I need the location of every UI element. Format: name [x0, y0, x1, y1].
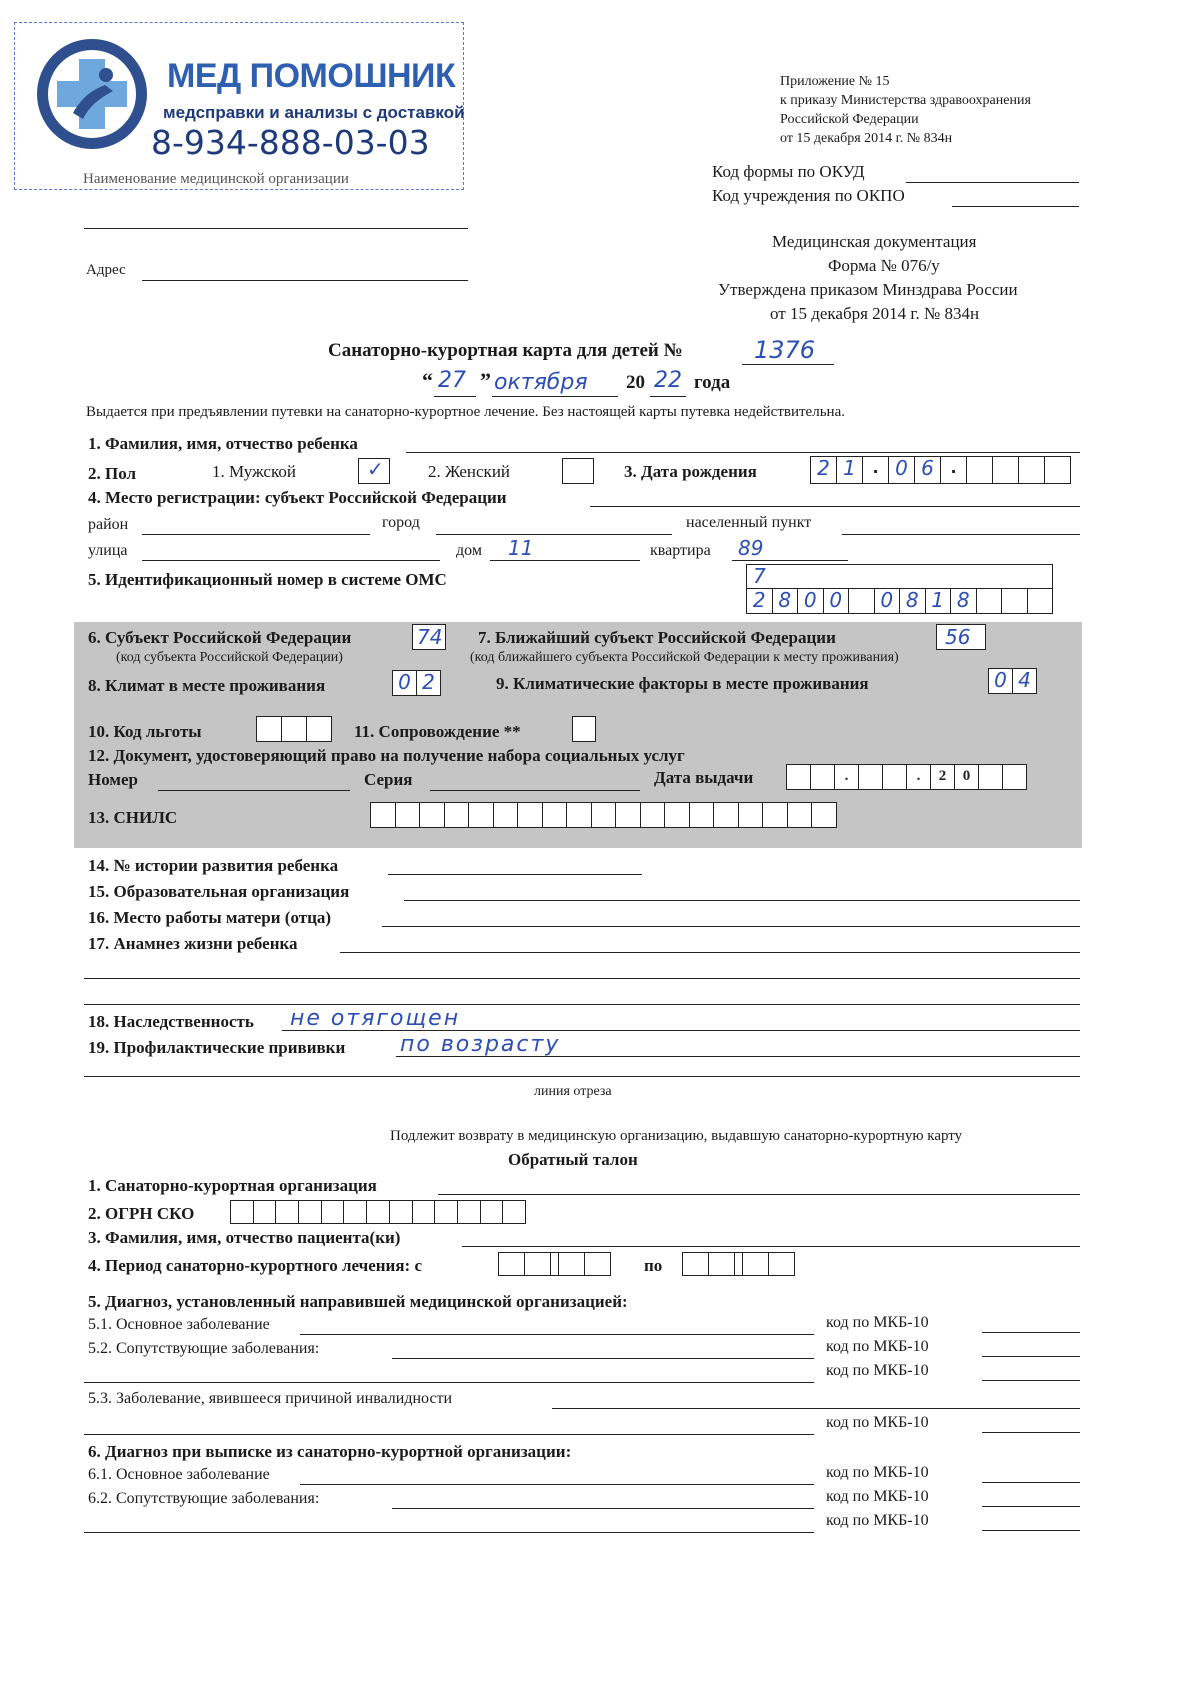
dom-field[interactable]	[490, 560, 640, 561]
ulitsa-field[interactable]	[142, 560, 440, 561]
period-from-cells[interactable]	[498, 1252, 611, 1276]
f17-field-line-3[interactable]	[84, 1004, 1080, 1005]
issue-date-cell	[1003, 765, 1027, 789]
period-from-cell	[525, 1253, 551, 1275]
f7-value: 56	[945, 625, 971, 649]
f8-cell: 2	[417, 671, 441, 695]
issue-date-label: Дата выдачи	[654, 768, 754, 787]
period-from-cell	[559, 1253, 585, 1275]
ogrn-cell	[344, 1201, 367, 1223]
t61-mkb-field[interactable]	[982, 1482, 1080, 1483]
snils-cell	[420, 803, 445, 827]
period-to-label: по	[644, 1256, 663, 1275]
t3-label: 3. Фамилия, имя, отчество пациента(ки)	[88, 1228, 401, 1247]
male-checkbox[interactable]	[358, 458, 390, 484]
approved-label: Утверждена приказом Минздрава России	[718, 280, 1018, 299]
t52-mkb-field-2[interactable]	[982, 1380, 1080, 1381]
date-quote-close: ”	[480, 368, 491, 393]
t61-mkb-label: код по МКБ-10	[826, 1464, 929, 1481]
male-label: 1. Мужской	[212, 462, 296, 481]
year-line	[650, 396, 686, 397]
f14-label: 14. № истории развития ребенка	[88, 856, 339, 875]
oms-cell: 0	[875, 589, 901, 613]
oms-cell	[977, 589, 1003, 613]
child-name-field[interactable]	[406, 452, 1080, 453]
t62-field-line-2[interactable]	[84, 1532, 814, 1533]
rayon-label: район	[88, 516, 129, 533]
snils-cell	[396, 803, 421, 827]
np-field[interactable]	[842, 534, 1080, 535]
birth-cell: 1	[837, 457, 863, 483]
birth-cell: 2	[811, 457, 837, 483]
t62-mkb-field[interactable]	[982, 1506, 1080, 1507]
t4-label: 4. Период санаторно-курортного лечения: с	[88, 1256, 422, 1275]
f5-label: 5. Идентификационный номер в системе ОМС	[88, 570, 447, 589]
appendix-line-2: к приказу Министерства здравоохранения	[780, 93, 1031, 108]
period-to-cells[interactable]	[682, 1252, 795, 1276]
oms-cell	[849, 589, 875, 613]
t1-field[interactable]	[438, 1194, 1080, 1195]
male-check-mark: ✓	[367, 457, 384, 481]
stamp-tagline: медсправки и анализы с доставкой	[163, 103, 465, 122]
t52-mkb-label-2: код по МКБ-10	[826, 1362, 929, 1379]
period-from-cell	[585, 1253, 611, 1275]
f18-value[interactable]: не отягощен	[290, 1006, 461, 1031]
appendix-line-1: Приложение № 15	[780, 74, 890, 89]
f8-cells[interactable]	[392, 670, 441, 696]
birth-cell	[967, 457, 993, 483]
ogrn-cell	[390, 1201, 413, 1223]
f10-label: 10. Код льготы	[88, 722, 202, 741]
date-month[interactable]: октября	[494, 370, 588, 395]
nomer-field[interactable]	[158, 790, 350, 791]
t52-field[interactable]	[392, 1358, 814, 1359]
kv-label: квартира	[650, 542, 711, 559]
f4-label: 4. Место регистрации: субъект Российской Федерации	[88, 488, 507, 507]
f10-cell	[307, 717, 332, 741]
female-label: 2. Женский	[428, 462, 511, 481]
stamp-underlying-text: Наименование медицинской организации	[83, 171, 349, 187]
f19-field-line-2[interactable]	[84, 1076, 1080, 1077]
f16-label: 16. Место работы матери (отца)	[88, 908, 332, 927]
period-to-cell	[735, 1253, 743, 1275]
t51-label: 5.1. Основное заболевание	[88, 1316, 270, 1333]
t53-mkb-label: код по МКБ-10	[826, 1414, 929, 1431]
card-number-line	[742, 364, 834, 365]
issue-date-cell: 2	[931, 765, 955, 789]
snils-cell	[788, 803, 813, 827]
f16-field[interactable]	[382, 926, 1080, 927]
snils-cell	[371, 803, 396, 827]
issue-date-cell	[859, 765, 883, 789]
ogrn-cells[interactable]	[230, 1200, 526, 1224]
birth-cell: 6	[915, 457, 941, 483]
period-from-cell	[499, 1253, 525, 1275]
female-checkbox[interactable]	[562, 458, 594, 484]
f11-label: 11. Сопровождение **	[354, 722, 521, 741]
nomer-label: Номер	[88, 770, 138, 789]
t53-label: 5.3. Заболевание, явившееся причиной инвалидности	[88, 1390, 453, 1407]
f3-label: 3. Дата рождения	[624, 462, 757, 481]
birth-cell: 0	[889, 457, 915, 483]
return-note: Подлежит возврату в медицинскую организацию, выдавшую санаторно-курортную карту	[390, 1128, 963, 1144]
t62-mkb-label-2: код по МКБ-10	[826, 1512, 929, 1529]
f10-cell	[257, 717, 282, 741]
appendix-line-4: от 15 декабря 2014 г. № 834н	[780, 131, 953, 146]
t53-mkb-field[interactable]	[982, 1432, 1080, 1433]
period-from-cell	[551, 1253, 559, 1275]
snils-cell	[665, 803, 690, 827]
f9-label: 9. Климатические факторы в месте проживания	[496, 674, 869, 693]
birth-cell	[1019, 457, 1045, 483]
f14-field[interactable]	[388, 874, 642, 875]
t51-mkb-field[interactable]	[982, 1332, 1080, 1333]
issue-date-cell: .	[835, 765, 859, 789]
birth-cell: .	[863, 457, 889, 483]
approved-date: от 15 декабря 2014 г. № 834н	[770, 304, 980, 323]
kv-field[interactable]	[732, 560, 848, 561]
date-year[interactable]: 22	[654, 368, 682, 393]
oms-cell: 0	[798, 589, 824, 613]
f10-cell	[282, 717, 307, 741]
oms-cell	[1002, 589, 1028, 613]
t62-label: 6.2. Сопутствующие заболевания:	[88, 1490, 320, 1507]
f7-value-box[interactable]	[936, 624, 986, 650]
stamp-phone: 8-934-888-03-03	[151, 123, 430, 162]
t6-label: 6. Диагноз при выписке из санаторно-курортной организации:	[88, 1442, 572, 1461]
snils-cell	[641, 803, 666, 827]
oms-cell: 8	[900, 589, 926, 613]
t53-field-line-2[interactable]	[84, 1434, 814, 1435]
address-field[interactable]	[142, 280, 468, 281]
okpo-field[interactable]	[952, 206, 1079, 207]
f2-label: 2. Пол	[88, 464, 137, 483]
f9-cells[interactable]	[988, 668, 1037, 694]
org-name-line[interactable]	[84, 228, 468, 229]
snils-cell	[494, 803, 519, 827]
oms-cell: 0	[824, 589, 850, 613]
cut-line-label: линия отреза	[534, 1084, 612, 1099]
address-label: Адрес	[86, 262, 126, 278]
oms-cell: 8	[951, 589, 977, 613]
np-label: населенный пункт	[686, 514, 812, 531]
period-to-cell	[743, 1253, 769, 1275]
rayon-field[interactable]	[142, 534, 370, 535]
ogrn-cell	[231, 1201, 254, 1223]
period-to-cell	[769, 1253, 795, 1275]
snils-cell	[763, 803, 788, 827]
birth-cell	[993, 457, 1019, 483]
t5-label: 5. Диагноз, установленный направившей медицинской организацией:	[88, 1292, 628, 1311]
f7-sub: (код ближайшего субъекта Российской Федерации к месту проживания)	[470, 650, 899, 665]
t51-mkb-label: код по МКБ-10	[826, 1314, 929, 1331]
f8-label: 8. Климат в месте проживания	[88, 676, 326, 695]
oms-cell: 1	[926, 589, 952, 613]
f15-label: 15. Образовательная организация	[88, 882, 350, 901]
form-number: Форма № 076/у	[828, 256, 940, 275]
f12-label: 12. Документ, удостоверяющий право на получение набора социальных услуг	[88, 746, 685, 765]
t62-field[interactable]	[392, 1508, 814, 1509]
oms-cell: 8	[773, 589, 799, 613]
f9-cell: 0	[989, 669, 1013, 693]
period-to-cell	[683, 1253, 709, 1275]
snils-cell	[616, 803, 641, 827]
ogrn-cell	[435, 1201, 458, 1223]
birth-cell	[1045, 457, 1071, 483]
oms-number-cells[interactable]	[746, 588, 1053, 614]
ogrn-cell	[413, 1201, 436, 1223]
ogrn-cell	[254, 1201, 277, 1223]
issue-date-cell	[811, 765, 835, 789]
t52-mkb-field[interactable]	[982, 1356, 1080, 1357]
f11-checkbox[interactable]	[572, 716, 596, 742]
birth-cell: .	[941, 457, 967, 483]
snils-cell	[445, 803, 470, 827]
talon-title: Обратный талон	[508, 1150, 638, 1169]
t3-field[interactable]	[462, 1246, 1080, 1247]
ogrn-cell	[322, 1201, 345, 1223]
birth-date-cells[interactable]	[810, 456, 1071, 484]
ogrn-cell	[299, 1201, 322, 1223]
f19-value[interactable]: по возрасту	[400, 1032, 561, 1057]
snils-cell	[690, 803, 715, 827]
f13-label: 13. СНИЛС	[88, 808, 178, 827]
snils-cell	[739, 803, 764, 827]
f6-value: 74	[417, 625, 443, 649]
date-day[interactable]: 27	[438, 368, 466, 393]
t53-field[interactable]	[552, 1408, 1080, 1409]
issue-date-cells[interactable]	[786, 764, 1027, 790]
t52-mkb-label: код по МКБ-10	[826, 1338, 929, 1355]
ogrn-cell	[503, 1201, 526, 1223]
stamp-brand: МЕД ПОМОШНИК	[167, 57, 456, 95]
issue-date-cell: 0	[955, 765, 979, 789]
t51-field[interactable]	[300, 1334, 814, 1335]
oms-top-cell: 7	[747, 565, 1053, 589]
t61-field[interactable]	[300, 1484, 814, 1485]
gorod-label: город	[382, 514, 420, 531]
issue-date-cell	[883, 765, 907, 789]
dom-value[interactable]: 11	[508, 536, 534, 560]
issue-date-cell	[787, 765, 811, 789]
f6-sub: (код субъекта Российской Федерации)	[116, 650, 343, 665]
t1-label: 1. Санаторно-курортная организация	[88, 1176, 377, 1195]
f9-cell: 4	[1013, 669, 1037, 693]
year-word: года	[694, 372, 731, 393]
subject-field[interactable]	[590, 506, 1080, 507]
card-note: Выдается при предъявлении путевки на санаторно-курортное лечение. Без настоящей карты путевка недействительна.	[86, 404, 845, 420]
snils-cell	[812, 803, 837, 827]
snils-cells[interactable]	[370, 802, 837, 828]
day-line	[434, 396, 476, 397]
ogrn-cell	[276, 1201, 299, 1223]
dom-label: дом	[456, 542, 482, 559]
f15-field[interactable]	[404, 900, 1080, 901]
card-number[interactable]: 1376	[754, 336, 816, 364]
f8-cell: 0	[393, 671, 417, 695]
seriya-label: Серия	[364, 770, 413, 789]
date-quote-open: “	[422, 368, 433, 393]
ogrn-cell	[481, 1201, 504, 1223]
snils-cell	[543, 803, 568, 827]
snils-cell	[592, 803, 617, 827]
gorod-field[interactable]	[436, 534, 672, 535]
oms-top-cells[interactable]	[746, 564, 1053, 590]
f10-cells[interactable]	[256, 716, 332, 742]
t62-mkb-label: код по МКБ-10	[826, 1488, 929, 1505]
t52-label: 5.2. Сопутствующие заболевания:	[88, 1340, 320, 1357]
clinic-logo-icon	[33, 35, 151, 153]
okpo-label: Код учреждения по ОКПО	[712, 186, 905, 205]
f17-field[interactable]	[340, 952, 1080, 953]
seriya-field[interactable]	[430, 790, 640, 791]
f6-value-box[interactable]	[412, 624, 446, 650]
med-doc-label: Медицинская документация	[772, 232, 977, 251]
snils-cell	[518, 803, 543, 827]
clinic-stamp	[14, 22, 464, 190]
page-title: Санаторно-курортная карта для детей №	[328, 340, 683, 361]
month-line	[492, 396, 618, 397]
appendix-line-3: Российской Федерации	[780, 112, 919, 127]
f1-label: 1. Фамилия, имя, отчество ребенка	[88, 434, 358, 453]
f18-label: 18. Наследственность	[88, 1012, 254, 1031]
t62-mkb-field-2[interactable]	[982, 1530, 1080, 1531]
f6-label: 6. Субъект Российской Федерации	[88, 628, 352, 647]
f17-field-line-2[interactable]	[84, 978, 1080, 979]
f17-label: 17. Анамнез жизни ребенка	[88, 934, 298, 953]
snils-cell	[714, 803, 739, 827]
snils-cell	[567, 803, 592, 827]
okud-label: Код формы по ОКУД	[712, 162, 865, 181]
f19-label: 19. Профилактические прививки	[88, 1038, 346, 1057]
okud-field[interactable]	[906, 182, 1079, 183]
kv-value[interactable]: 89	[738, 536, 764, 560]
period-to-cell	[709, 1253, 735, 1275]
f7-label: 7. Ближайший субъект Российской Федерации	[478, 628, 836, 647]
oms-cell: 2	[747, 589, 773, 613]
oms-cell	[1028, 589, 1054, 613]
t61-label: 6.1. Основное заболевание	[88, 1466, 270, 1483]
t2-label: 2. ОГРН СКО	[88, 1204, 195, 1223]
issue-date-cell: .	[907, 765, 931, 789]
snils-cell	[469, 803, 494, 827]
ogrn-cell	[458, 1201, 481, 1223]
ulitsa-label: улица	[88, 542, 128, 559]
t52-field-line-2[interactable]	[84, 1382, 814, 1383]
ogrn-cell	[367, 1201, 390, 1223]
issue-date-cell	[979, 765, 1003, 789]
year-prefix: 20	[626, 372, 645, 393]
